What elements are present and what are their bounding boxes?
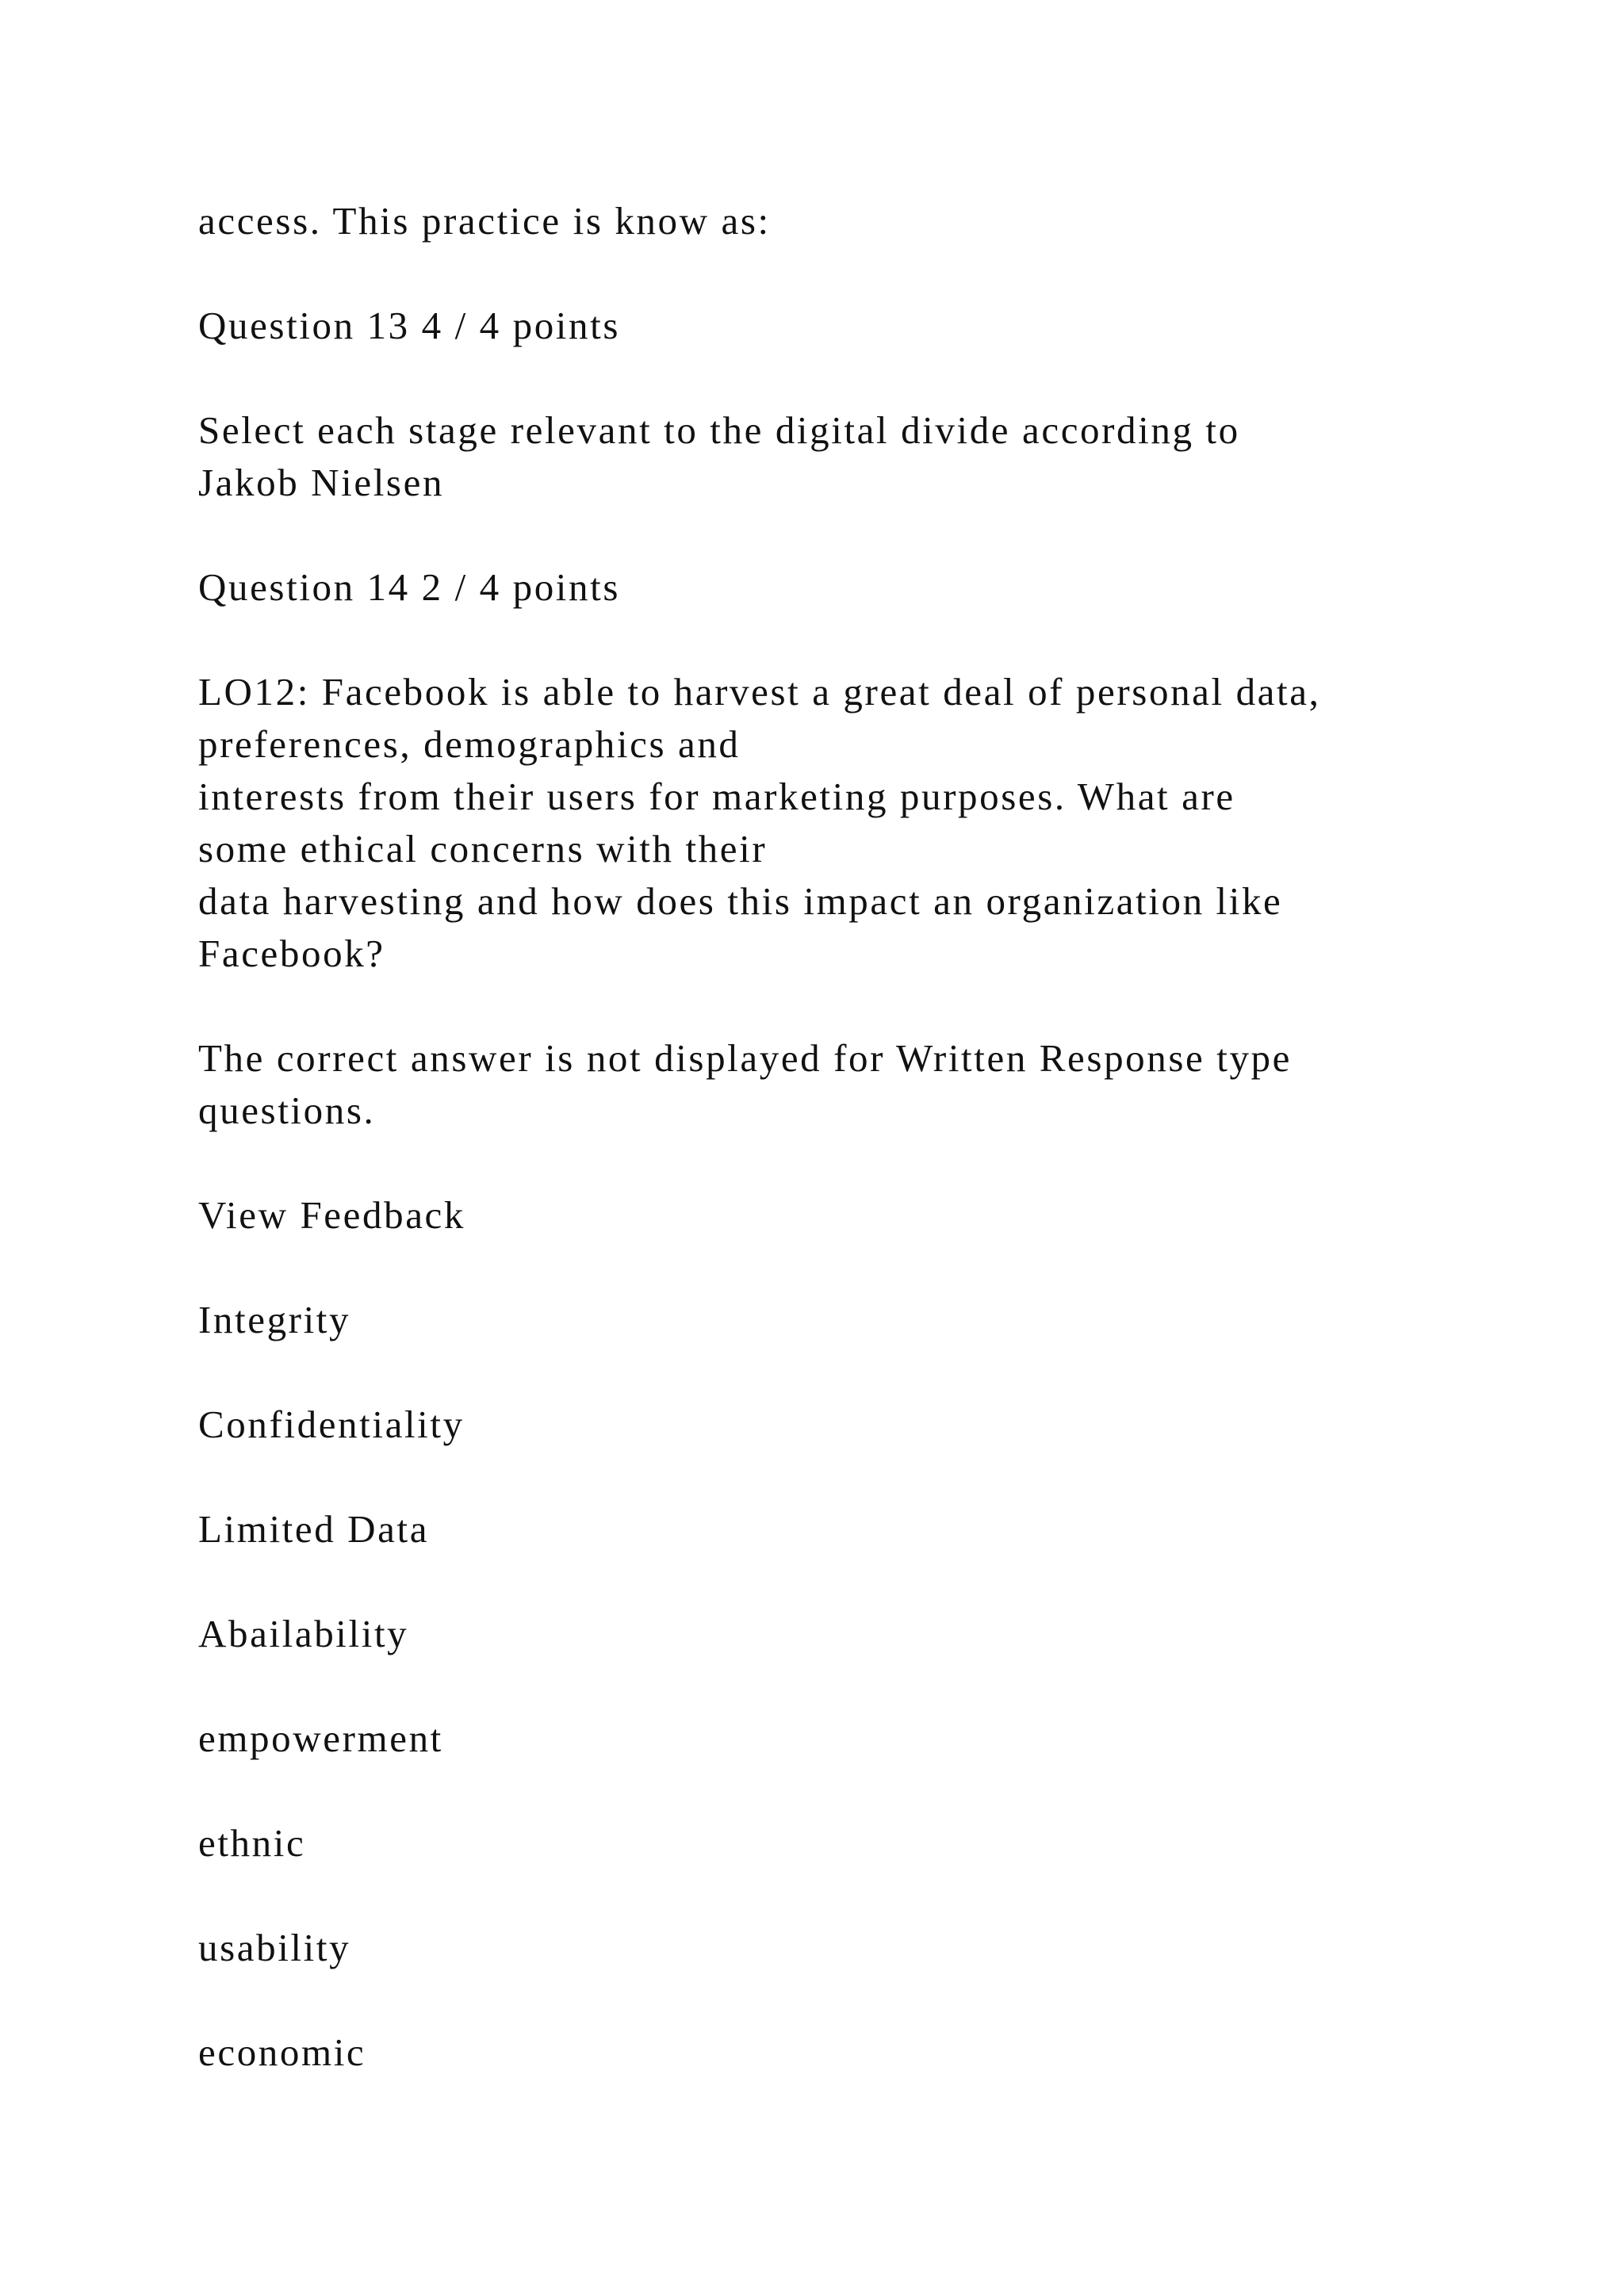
- answer-option-confidentiality: Confidentiality: [198, 1402, 465, 1446]
- intro-fragment: access. This practice is know as:: [198, 199, 771, 243]
- question-13-prompt-line: Select each stage relevant to the digital divide according to: [198, 408, 1240, 452]
- question-14-prompt-line: LO12: Facebook is able to harvest a great deal of personal data,: [198, 670, 1321, 714]
- answer-option-integrity: Integrity: [198, 1298, 351, 1341]
- question-13-header: Question 13 4 / 4 points: [198, 304, 620, 347]
- question-14-header: Question 14 2 / 4 points: [198, 565, 620, 609]
- written-response-note: questions.: [198, 1089, 376, 1132]
- question-14-prompt-line: some ethical concerns with their: [198, 827, 768, 871]
- view-feedback-link[interactable]: View Feedback: [198, 1193, 465, 1237]
- question-14-prompt-line: preferences, demographics and: [198, 722, 741, 766]
- answer-option-limited-data: Limited Data: [198, 1507, 430, 1551]
- answer-option-empowerment: empowerment: [198, 1716, 443, 1760]
- question-13-prompt-line: Jakob Nielsen: [198, 461, 445, 504]
- answer-option-abailability: Abailability: [198, 1612, 409, 1655]
- answer-option-usability: usability: [198, 1926, 351, 1969]
- answer-option-economic: economic: [198, 2030, 366, 2074]
- question-14-prompt-line: data harvesting and how does this impact an organization like: [198, 879, 1283, 923]
- question-14-prompt-line: Facebook?: [198, 932, 385, 975]
- answer-option-ethnic: ethnic: [198, 1821, 306, 1865]
- written-response-note: The correct answer is not displayed for Written Response type: [198, 1036, 1293, 1080]
- question-14-prompt-line: interests from their users for marketing purposes. What are: [198, 775, 1235, 818]
